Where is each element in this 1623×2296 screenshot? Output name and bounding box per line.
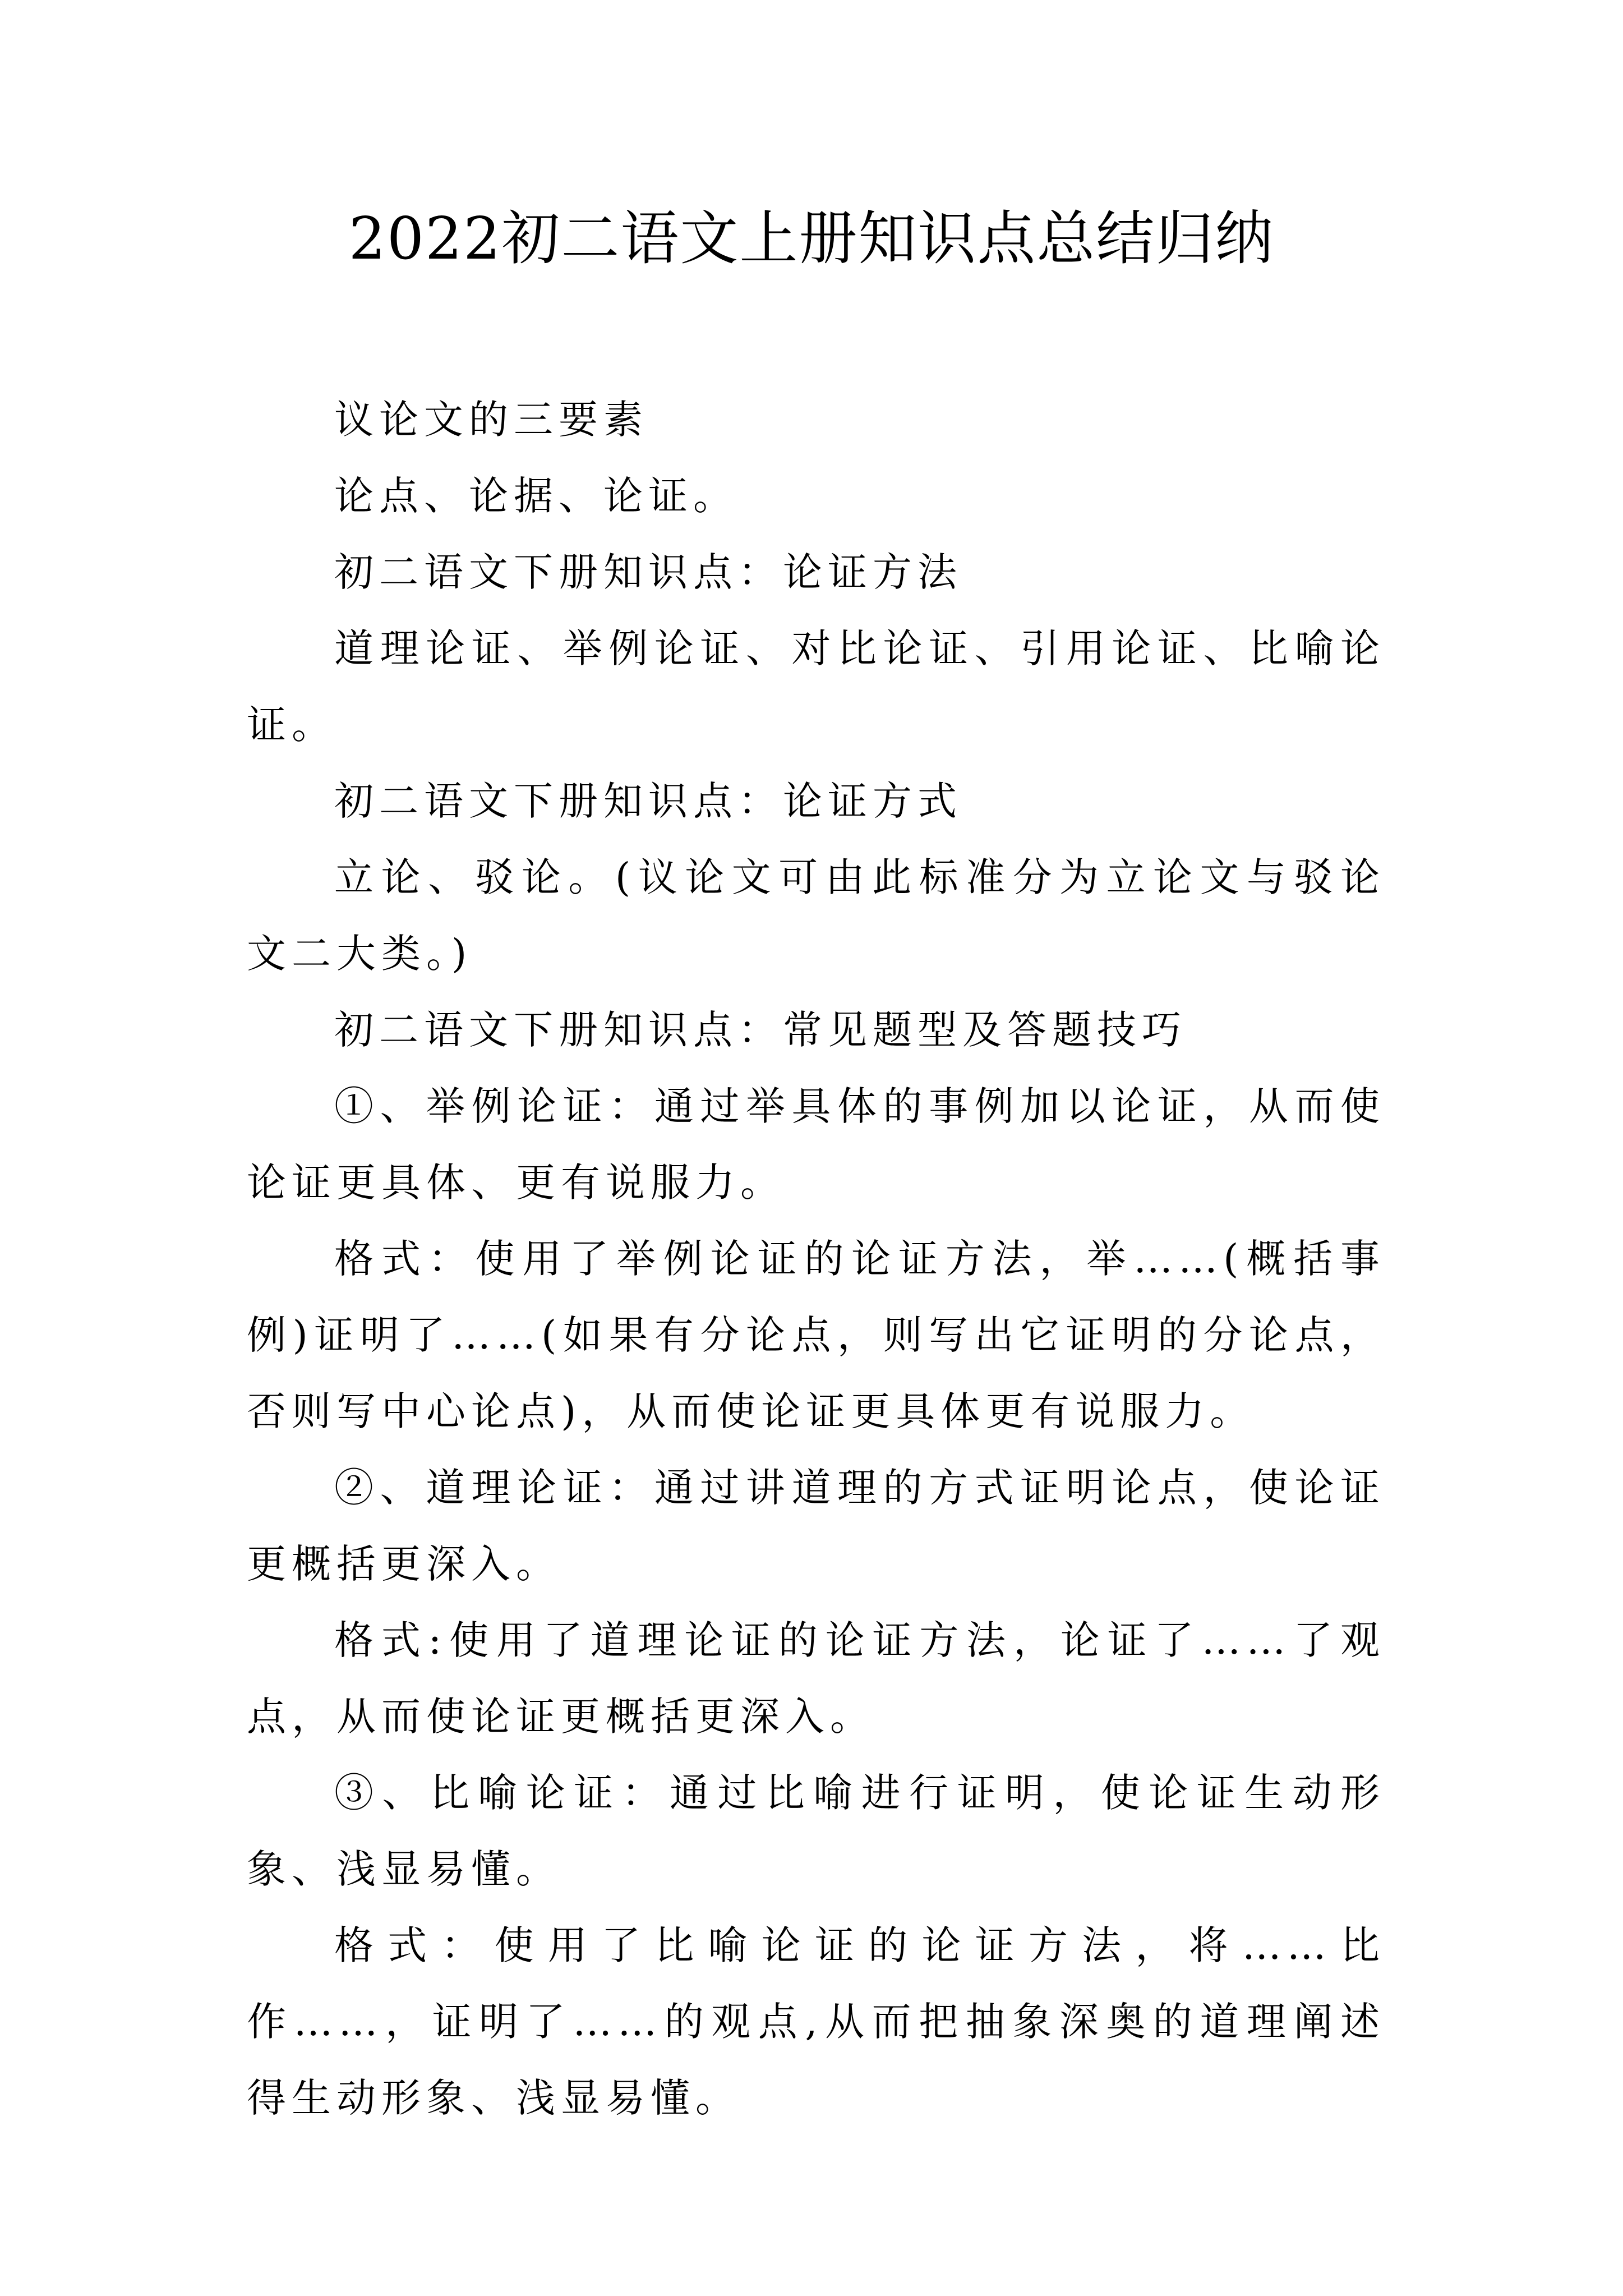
paragraph-reasoning-format: 格式:使用了道理论证的论证方法，论证了……了观点，从而使论证更概括更深入。: [247, 1617, 1385, 1740]
paragraph-methods: 道理论证、举例论证、对比论证、引用论证、比喻论证。: [247, 625, 1385, 748]
document-title: 2022初二语文上册知识点总结归纳: [348, 204, 1275, 273]
paragraph-three-elements-heading: 议论文的三要素: [334, 397, 648, 443]
paragraph-methods-heading: 初二语文下册知识点：论证方法: [334, 549, 962, 595]
paragraph-reasoning-argument: ②、道理论证：通过讲道理的方式证明论点，使论证更概括更深入。: [247, 1465, 1385, 1587]
paragraph-metaphor-format: 格式：使用了比喻论证的论证方法，将……比作……，证明了……的观点,从而把抽象深奥的道理阐述得生动形象、浅显易懂。: [247, 1922, 1385, 2121]
paragraph-three-elements: 论点、论据、论证。: [334, 473, 738, 519]
paragraph-question-types-heading: 初二语文下册知识点：常见题型及答题技巧: [334, 1007, 1187, 1053]
document-body: [247, 381, 1385, 2136]
paragraph-modes: 立论、驳论。(议论文可由此标准分为立论文与驳论文二大类。): [247, 854, 1385, 977]
paragraph-example-argument: ①、举例论证：通过举具体的事例加以论证，从而使论证更具体、更有说服力。: [247, 1083, 1385, 1205]
paragraph-metaphor-argument: ③、比喻论证：通过比喻进行证明，使论证生动形象、浅显易懂。: [247, 1770, 1385, 1892]
paragraph-modes-heading: 初二语文下册知识点：论证方式: [334, 778, 962, 824]
paragraph-example-format: 格式：使用了举例论证的论证方法，举……(概括事例)证明了……(如果有分论点，则写出它证明的分论点，否则写中心论点)，从而使论证更具体更有说服力。: [247, 1236, 1385, 1434]
